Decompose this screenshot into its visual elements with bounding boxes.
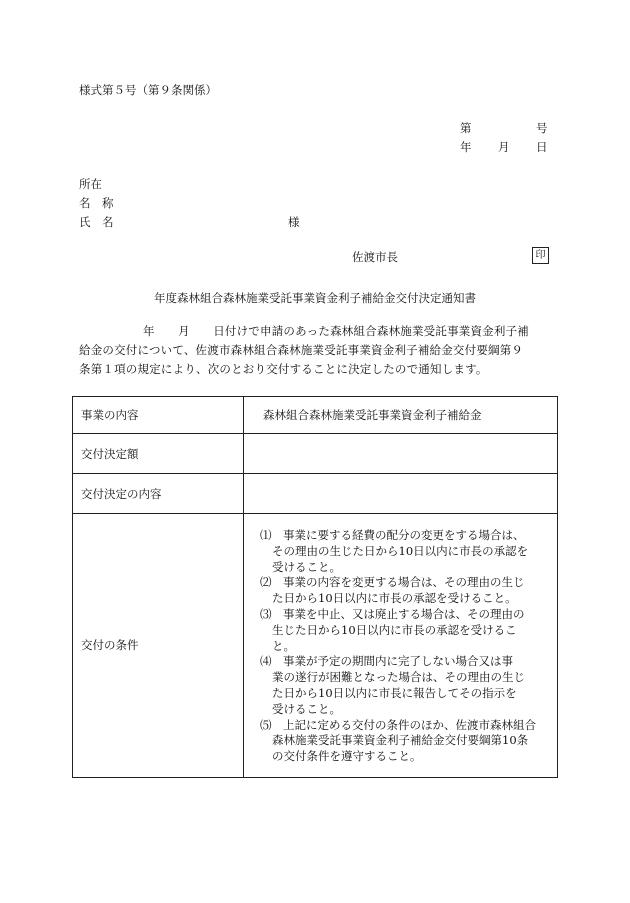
condition-line: 業の遂行が困難となった場合は、その理由の生じ <box>272 670 525 685</box>
body-line: 条第１項の規定により、次のとおり交付することに決定したので通知します。 <box>79 362 488 376</box>
row-value <box>244 474 558 514</box>
row-label: 交付決定額 <box>73 434 244 474</box>
doc-number-prefix: 第 <box>460 121 472 135</box>
date-month: 月 <box>498 140 510 154</box>
body-line: 年 月 日付けで申請のあった森林組合森林施業受託事業資金利子補 <box>143 324 529 338</box>
date-year: 年 <box>460 140 472 154</box>
notice-body <box>79 322 557 379</box>
row-value <box>244 434 558 474</box>
condition-line: 受けること。 <box>272 701 341 716</box>
decision-table <box>72 396 558 778</box>
table-row <box>73 514 558 778</box>
body-line: 給金の交付について、佐渡市森林組合森林施業受託事業資金利子補給金交付要綱第９ <box>79 343 524 357</box>
table-row <box>73 434 558 474</box>
condition-item <box>260 575 549 607</box>
condition-line: た日から10日以内に市長の承認を受けること。 <box>272 591 517 606</box>
condition-line: と。 <box>272 638 295 653</box>
condition-line: た日から10日以内に市長に報告してその指示を <box>272 685 517 700</box>
condition-line: ⑶ 事業を中止、又は廃止する場合は、その理由の <box>260 606 525 621</box>
condition-line: の交付条件を遵守すること。 <box>272 749 422 764</box>
condition-line: 受けること。 <box>272 559 341 574</box>
row-label: 交付の条件 <box>73 514 244 778</box>
condition-item <box>260 654 549 717</box>
condition-line: ⑷ 事業が予定の期間内に完了しない場合又は事 <box>260 654 513 669</box>
document-title: 年度森林組合森林施業受託事業資金利子補給金交付決定通知書 <box>154 291 476 305</box>
doc-number-suffix: 号 <box>536 121 548 135</box>
issuer-title: 佐渡市長 <box>352 250 398 264</box>
conditions-list <box>244 514 557 777</box>
condition-item <box>260 528 549 575</box>
condition-line: ⑴ 事業に要する経費の配分の変更をする場合は、 <box>260 528 525 542</box>
person-name-label: 氏 名 <box>79 215 114 229</box>
table-row <box>73 397 558 434</box>
conditions-cell <box>244 514 558 778</box>
condition-line: 生じた日から10日以内に市長の承認を受けるこ <box>272 622 517 637</box>
address-label: 所在 <box>79 177 102 191</box>
form-number: 様式第５号（第９条関係） <box>79 83 217 97</box>
date-day: 日 <box>536 140 548 154</box>
row-label: 交付決定の内容 <box>73 474 244 514</box>
condition-item <box>260 607 549 654</box>
row-value: 森林組合森林施業受託事業資金利子補給金 <box>244 397 558 434</box>
condition-line: その理由の生じた日から10日以内に市長の承認を <box>272 543 529 558</box>
table-row <box>73 474 558 514</box>
condition-line: 森林施業受託事業資金利子補給金交付要綱第10条 <box>272 733 529 748</box>
row-label: 事業の内容 <box>73 397 244 434</box>
condition-item <box>260 718 549 765</box>
honorific: 様 <box>288 215 300 229</box>
seal-mark: 印 <box>532 247 549 264</box>
condition-line: ⑵ 事業の内容を変更する場合は、その理由の生じ <box>260 575 525 590</box>
company-name-label: 名 称 <box>79 196 114 210</box>
condition-line: ⑸ 上記に定める交付の条件のほか、佐渡市森林組合 <box>260 717 536 732</box>
